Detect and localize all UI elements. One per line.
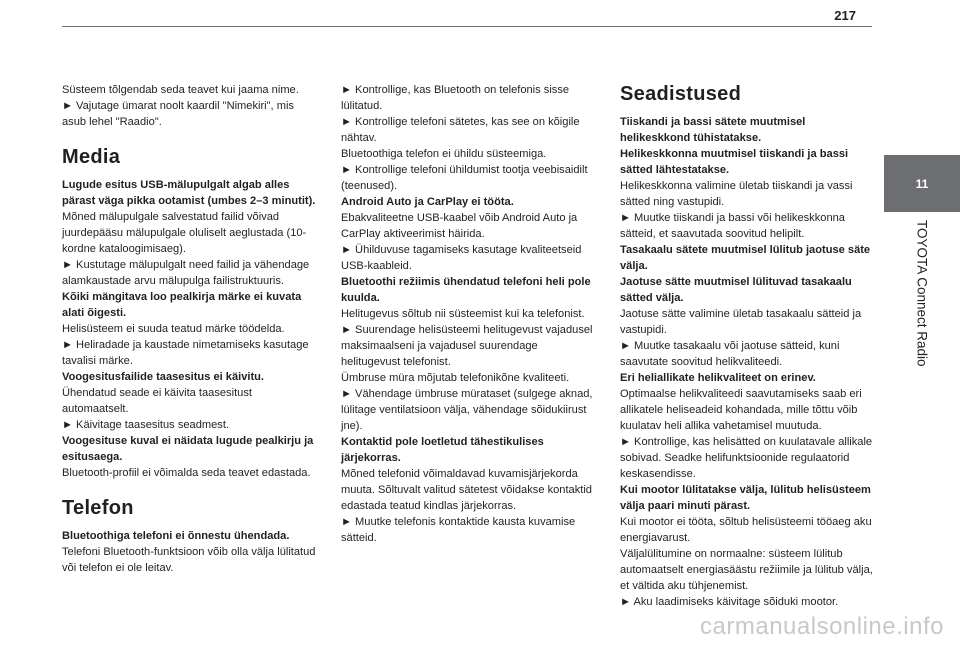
paragraph: ► Vajutage ümarat noolt kaardil "Nimekiri", mis asub lehel "Raadio". <box>62 100 294 128</box>
question: Eri heliallikate helikvaliteet on erinev. <box>620 372 816 384</box>
question: Kontaktid pole loetletud tähestikulises järjekorras. <box>341 436 544 464</box>
answer: Helisüsteem ei suuda teatud märke töödelda. <box>62 323 285 335</box>
answer: Ebakvaliteetne USB-kaabel võib Android Auto ja CarPlay aktiveerimist häirida. <box>341 212 578 240</box>
answer: ► Muutke tasakaalu või jaotuse sätteid, kuni saavutate soovitud helikvaliteedi. <box>620 340 840 368</box>
question: Helikeskkonna muutmisel tiiskandi ja bassi sätted lähtestatakse. <box>620 148 849 176</box>
answer: ► Suurendage helisüsteemi helitugevust vajadusel maksimaalseni ja vajadusel suurendage helitugevust telefonist. <box>341 324 593 368</box>
answer: Kui mootor ei tööta, sõltub helisüsteemi tööaeg aku energiavarust. <box>620 516 872 544</box>
answer: Helitugevus sõltub nii süsteemist kui ka telefonist. <box>341 308 585 320</box>
answer: Väljalülitumine on normaalne: süsteem lülitub automaatselt energiasäästu režiimile ja lülitub välja, et vältida aku tühjenemist. <box>620 548 873 592</box>
paragraph: Bluetoothiga telefon ei ühildu süsteemiga. <box>341 148 547 160</box>
paragraph: ► Kontrollige telefoni ühildumist tootja veebisaidilt (teenused). <box>341 164 588 192</box>
question: Kõiki mängitava loo pealkirja märke ei kuvata alati õigesti. <box>62 291 302 319</box>
question: Bluetoothi režiimis ühendatud telefoni heli pole kuulda. <box>341 276 591 304</box>
answer: Optimaalse helikvaliteedi saavutamiseks saab eri allikatele heliseadeid kohandada, mille tõttu võib kuulatav heli allika vahetamisel muutuda. <box>620 388 862 432</box>
question: Kui mootor lülitatakse välja, lülitub helisüsteem välja paari minuti pärast. <box>620 484 871 512</box>
answer: Jaotuse sätte valimine ületab tasakaalu sätteid ja vastupidi. <box>620 308 862 336</box>
answer: Ühendatud seade ei käivita taasesitust automaatselt. <box>62 387 252 415</box>
section-heading-seadistused: Seadistused <box>620 83 742 105</box>
question: Bluetoothiga telefoni ei õnnestu ühendada. <box>62 530 290 542</box>
section-heading-media: Media <box>62 146 121 168</box>
page-number: 217 <box>834 8 856 23</box>
answer: ► Kontrollige, kas helisätted on kuulatavale allikale sobivad. Seadke helifunktsioonide regulaatorid keskasendisse. <box>620 436 873 480</box>
paragraph: ► Kontrollige, kas Bluetooth on telefonis sisse lülitatud. <box>341 84 570 112</box>
question: Android Auto ja CarPlay ei tööta. <box>341 196 514 208</box>
answer: ► Heliradade ja kaustade nimetamiseks kasutage tavalisi märke. <box>62 339 309 367</box>
answer: ► Käivitage taasesitus seadmest. <box>62 419 229 431</box>
answer: ► Muutke tiiskandi ja bassi või helikeskkonna sätteid, et saavutada soovitud helipilt. <box>620 212 845 240</box>
header-rule <box>62 26 872 27</box>
answer: Helikeskkonna valimine ületab tiiskandi ja vassi sätted ning vastupidi. <box>620 180 853 208</box>
question: Tiiskandi ja bassi sätete muutmisel helikeskkond tühistatakse. <box>620 116 806 144</box>
column-3 <box>620 82 876 610</box>
section-heading-telefon: Telefon <box>62 497 134 519</box>
side-title-text: TOYOTA Connect Radio <box>914 220 930 367</box>
answer: Mõned mälupulgale salvestatud failid võivad juurdepääsu mälupulgale oluliselt aeglustada (10-kordne kataloogimisaeg). <box>62 211 307 255</box>
paragraph: ► Kontrollige telefoni sätetes, kas see on kõigile nähtav. <box>341 116 580 144</box>
answer: ► Vähendage ümbruse mürataset (sulgege aknad, lülitage ventilatsioon välja, vähendage sõidukiirust jne). <box>341 388 593 432</box>
answer: ► Muutke telefonis kontaktide kausta kuvamise sätteid. <box>341 516 576 544</box>
question: Voogesituse kuval ei näidata lugude pealkirju ja esitusaega. <box>62 435 314 463</box>
answer: ► Ühilduvuse tagamiseks kasutage kvaliteetseid USB-kaableid. <box>341 244 582 272</box>
answer: Ümbruse müra mõjutab telefonikõne kvaliteeti. <box>341 372 570 384</box>
answer: Mõned telefonid võimaldavad kuvamisjärjekorda muuta. Sõltuvalt valitud sätetest võidakse kontaktid edastada teatud kindlas järjekorras. <box>341 468 592 512</box>
chapter-tab: 11 <box>884 155 960 212</box>
question: Lugude esitus USB-mälupulgalt algab alles pärast väga pikka ootamist (umbes 2–3 minutit). <box>62 179 316 207</box>
watermark: carmanualsonline.info <box>700 613 944 640</box>
answer: ► Aku laadimiseks käivitage sõiduki mootor. <box>620 596 839 608</box>
column-2 <box>341 82 597 546</box>
question: Tasakaalu sätete muutmisel lülitub jaotuse säte välja. <box>620 244 871 272</box>
answer: Bluetooth-profiil ei võimalda seda teavet edastada. <box>62 467 311 479</box>
paragraph: Süsteem tõlgendab seda teavet kui jaama nime. <box>62 84 299 96</box>
question: Jaotuse sätte muutmisel lülituvad tasakaalu sätted välja. <box>620 276 852 304</box>
question: Voogesitusfailide taasesitus ei käivitu. <box>62 371 265 383</box>
answer: Telefoni Bluetooth-funktsioon võib olla välja lülitatud või telefon ei ole leitav. <box>62 546 316 574</box>
column-1 <box>62 82 318 576</box>
answer: ► Kustutage mälupulgalt need failid ja vähendage alamkaustade arvu mälupulga failistruktuuris. <box>62 259 310 287</box>
side-title <box>884 212 960 412</box>
